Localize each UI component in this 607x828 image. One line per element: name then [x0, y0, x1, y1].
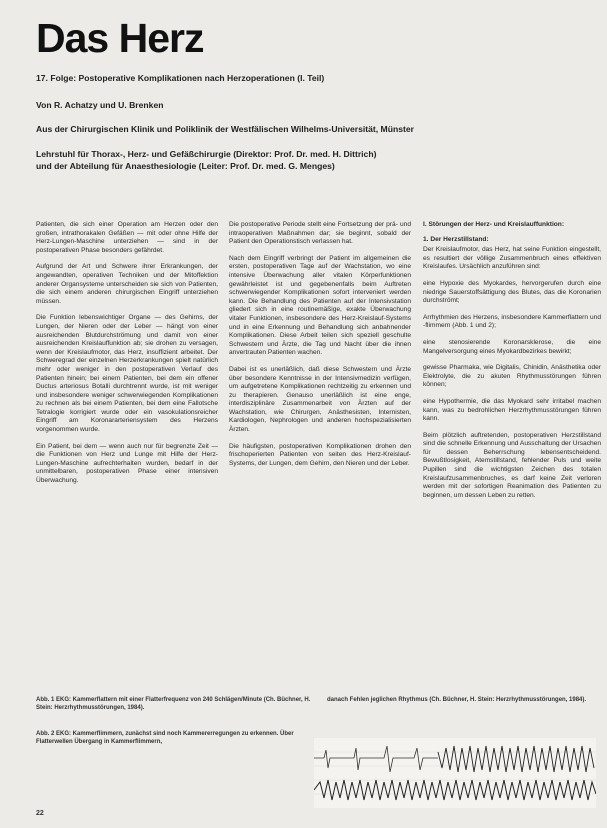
page-number: 22: [36, 810, 44, 817]
paragraph: eine Hypothermie, die das Myokard sehr irritabel machen kann, was zu bedrohlichen Herzrhythmusstörungen führen kann.: [423, 397, 601, 423]
article-chair-line-2: und der Abteilung für Anaesthesiologie (Leiter: Prof. Dr. med. G. Menges): [36, 161, 335, 171]
paragraph: Aufgrund der Art und Schwere ihrer Erkrankungen, der angewandten, operativen Techniken und der Mitoffektion anderer Organsysteme unterscheiden sie sich von Patienten, die sich einem anderen chirurgischen Eingriff unterziehen müssen.: [36, 263, 218, 305]
article-subtitle: 17. Folge: Postoperative Komplikationen nach Herzoperationen (I. Teil): [36, 73, 325, 83]
paragraph: Nach dem Eingriff verbringt der Patient im allgemeinen die ersten, postoperativen Tage auf der Wachstation, wo eine intensive Überwachung aller vitalen Körperfunktionen gewährleistet ist und gegebenenfalls beim Auftreten schwerwiegender Komplikationen sofort interveniert werden kann. Die Behandlung des Patienten auf der Intensivstation gliedert sich in eine routinemäßige, exakte Überwachung vitaler Funktionen, insbesondere des Herz-Kreislauf-Systems und in eine Erkennung und Behandlung sich anbahnender Komplikationen. Diese Arbeit teilen sich speziell geschulte Schwestern und Ärzte, die Tag und Nacht über die ihnen anvertrauten Patienten wachen.: [229, 254, 411, 357]
section-heading: I. Störungen der Herz- und Kreislauffunktion:: [423, 221, 565, 228]
paragraph: Die postoperative Periode stellt eine Fortsetzung der prä- und intraoperativen Maßnahmen dar; sie beginnt, sobald der Patient den Operationstisch verlassen hat.: [229, 221, 411, 246]
article-chair-line-1: Lehrstuhl für Thorax-, Herz- und Gefäßchirurgie (Direktor: Prof. Dr. med. H. Dittrich): [36, 149, 377, 159]
paragraph: Der Kreislaufmotor, das Herz, hat seine Funktion eingestellt, es resultiert der völlige Zusammenbruch eines effektiven Kreislaufes. Ursächlich anzuführen sind:: [423, 246, 601, 271]
section-subheading: 1. Der Herzstillstand:: [423, 235, 489, 243]
paragraph: Patienten, die sich einer Operation am Herzen oder den großen, intrathorakalen Gefäßen — mit oder ohne Hilfe der Herz-Lungen-Maschine unterziehen — sind in der postoperativen Phase besonders gefährdet.: [36, 221, 218, 254]
text-column-2: [229, 221, 411, 476]
paragraph: Die Funktion lebenswichtiger Organe — des Gehirns, der Lungen, der Nieren oder der Leber — hängt von einer ausreichenden Blutdurchströmung und damit von einer ausreichenden Kreislauffunktion ab; sie drohen zu versagen, wenn der Kreislaufmotor, das Herz, insuffizient arbeitet. Der Schweregrad der einzelnen Herzerkrankungen spielt natürlich mehr oder weniger in den postoperativen Verlauf des Patienten hinein; bei einem Patienten, bei dem ein offener Ductus arteriosus Botalli durchtrennt wurde, ist mit weniger und insbesondere weniger schwerwiegenden Komplikationen zu rechnen als bei einem Patienten, bei dem eine Fallotsche Tetralogie korrigiert wurde oder ein vasokulationsreicher Eingriff am Koronararteriensystem des Herzens vorgenommen wurde.: [36, 314, 218, 434]
article-title: Das Herz: [36, 15, 204, 61]
paragraph: Ein Patient, bei dem — wenn auch nur für begrenzte Zeit — die Funktionen von Herz und Lunge mit Hilfe der Herz-Lungen-Maschine aufrechterhalten wurden, bedarf in der unmittelbaren, postoperativen Phase einer intensiven Überwachung.: [36, 442, 218, 485]
text-column-1: [36, 221, 218, 494]
figure-1-caption: Abb. 1 EKG: Kammerflattern mit einer Flatterfrequenz von 240 Schlägen/Minute (Ch. Büchner, H. Stein: Herzrhythmusstörungen, 1984).: [36, 697, 311, 711]
figure-2-caption: Abb. 2 EKG: Kammerflimmern, zunächst sind noch Kammererregungen zu erkennen. Über Flatterwellen Übergang in Kammerflimmern,: [36, 731, 294, 745]
paragraph: Die häufigsten, postoperativen Komplikationen drohen den frischoperierten Patienten von seiten des Herz-Kreislauf-Systems, der Lungen, dem Gehirn, den Nieren und der Leber.: [229, 442, 411, 467]
ecg-strip-graphic: [314, 738, 596, 808]
paragraph: Dabei ist es unerläßlich, daß diese Schwestern und Ärzte über besondere Kenntnisse in der Intensivmedizin verfügen, um aufgetretene Komplikationen rechtzeitig zu erkennen und zu therapieren. Genauso unerläßlich ist eine enge, interdisziplinäre Zusammenarbeit von Ärzten auf der Wachstation, wie Chirurgen, Anästhesisten, Internisten, Kardiologen, Nephrologen und anderen hochspezialisierten Ärzten.: [229, 365, 411, 434]
paragraph: eine Hypoxie des Myokardes, hervorgerufen durch eine niedrige Sauerstoffsättigung des Blutes, das die Koronarien durchströmt;: [423, 279, 601, 305]
ecg-strip-figure: [314, 738, 596, 808]
paragraph: eine stenosierende Koronarsklerose, die eine Mangelversorgung eines Myokardbezirkes bewirkt;: [423, 338, 601, 355]
article-authors: Von R. Achatzy und U. Brenken: [36, 100, 164, 110]
text-column-3: [423, 221, 601, 508]
paragraph: Beim plötzlich auftretenden, postoperativen Herzstillstand sind die schnelle Erkennung und Ausschaltung der Ursachen für dessen Beherrschung lebensentscheidend. Bewußtlosigkeit, Atemstillstand, fehlender Puls und weite Pupillen sind die wichtigsten Zeichen des totalen Kreislaufzusammenbruches, es darf keine Zeit verloren werden mit der sofortigen Reanimation des Patienten zu beginnen, um dessen Leben zu retten.: [423, 431, 601, 499]
article-institution: Aus der Chirurgischen Klinik und Poliklinik der Westfälischen Wilhelms-Universität, Münster: [36, 124, 414, 134]
figure-2-caption-continued: danach Fehlen jeglichen Rhythmus (Ch. Büchner, H. Stein: Herzrhythmusstörungen, 1984).: [327, 697, 587, 703]
paragraph: gewisse Pharmaka, wie Digitalis, Chinidin, Anästhetika oder Elektrolyte, die zu akuten Rhythmusstörungen führen können;: [423, 364, 601, 389]
paragraph: Arrhythmien des Herzens, insbesondere Kammerflattern und -flimmern (Abb. 1 und 2);: [423, 313, 601, 330]
